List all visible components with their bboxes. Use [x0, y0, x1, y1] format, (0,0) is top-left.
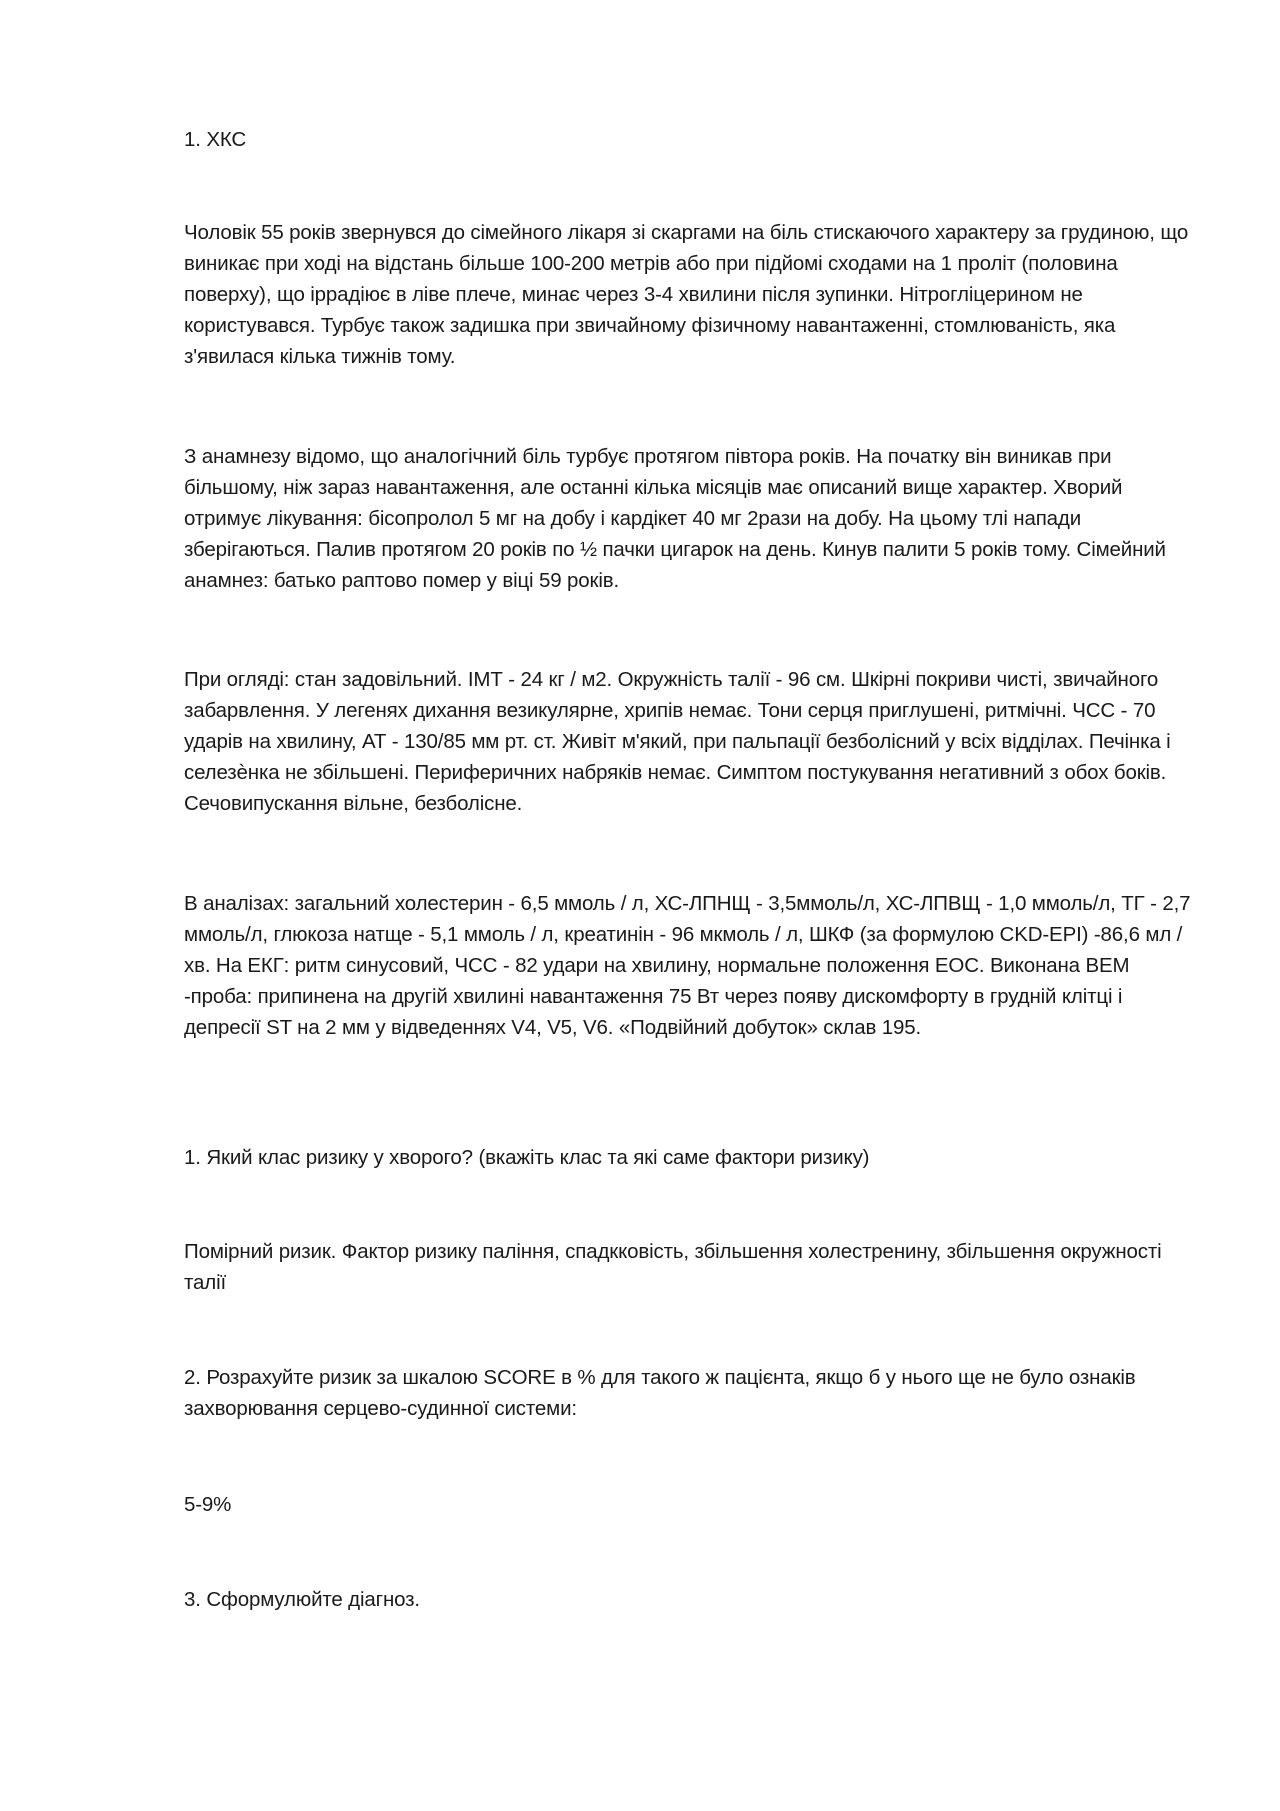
- anamnesis-paragraph: З анамнезу відомо, що аналогічний біль турбує протягом півтора років. На початку він виникав при більшому, ніж зараз навантаження, але останні кілька місяців має описаний вище характер. Хворий отримує лікування: бісопролол 5 мг на добу і кардікет 40 мг 2рази на добу. На цьому тлі напади зберігаються. Палив протягом 20 років по ½ пачки цигарок на день. Кинув палити 5 років тому. Сімейний анамнез: батько раптово помер у віці 59 років.: [184, 445, 1166, 592]
- complaints-paragraph: Чоловік 55 років звернувся до сімейного лікаря зі скаргами на біль стискаючого характеру за грудиною, що виникає при ході на відстань більше 100-200 метрів або при підйомі сходами на 1 проліт (половина поверху), що іррадіює в ліве плече, минає через 3-4 хвилини після зупинки. Нітрогліцерином не користувався. Турбує також задишка при звичайному фізичному навантаженні, стомлюваність, яка з'явилася кілька тижнів тому.: [184, 221, 1189, 368]
- question-3: 3. Сформулюйте діагноз.: [184, 1588, 420, 1611]
- section-heading: 1. ХКС: [184, 128, 247, 151]
- answer-1: Помірний ризик. Фактор ризику паління, спадкковість, збільшення холестренину, збільшення окружності талії: [184, 1240, 1162, 1294]
- answer-2: 5-9%: [184, 1493, 232, 1516]
- labs-paragraph: В аналізах: загальний холестерин - 6,5 ммоль / л, ХС-ЛПНЩ - 3,5ммоль/л, ХС-ЛПВЩ - 1,0 ммоль/л, ТГ - 2,7 ммоль/л, глюкоза натще - 5,1 ммоль / л, креатинін - 96 мкмоль / л, ШКФ (за формулою CKD-EPI) -86,6 мл / хв. На ЕКГ: ритм синусовий, ЧСС - 82 удари на хвилину, нормальне положення ЕОС. Виконана ВЕМ -проба: припинена на другій хвилині навантаження 75 Вт через появу дискомфорту в грудній клітці і депресії ST на 2 мм у відведеннях V4, V5, V6. «Подвійний добуток» склав 195.: [184, 892, 1191, 1039]
- question-2: 2. Розрахуйте ризик за шкалою SCORE в % для такого ж пацієнта, якщо б у нього ще не було ознаків захворювання серцево-судинної системи:: [184, 1366, 1136, 1420]
- question-1: 1. Який клас ризику у хворого? (вкажіть клас та які саме фактори ризику): [184, 1146, 870, 1169]
- examination-paragraph: При огляді: стан задовільний. ІМТ - 24 кг / м2. Окружність талії - 96 см. Шкірні покриви чисті, звичайного забарвлення. У легенях дихання везикулярне, хрипів немає. Тони серця приглушені, ритмічні. ЧСС - 70 ударів на хвилину, АТ - 130/85 мм рт. ст. Живіт м'який, при пальпації безболісний у всіх відділах. Печінка і селезѐнка не збільшені. Периферичних набряків немає. Симптом постукування негативний з обох боків. Сечовипускання вільне, безболісне.: [184, 668, 1171, 815]
